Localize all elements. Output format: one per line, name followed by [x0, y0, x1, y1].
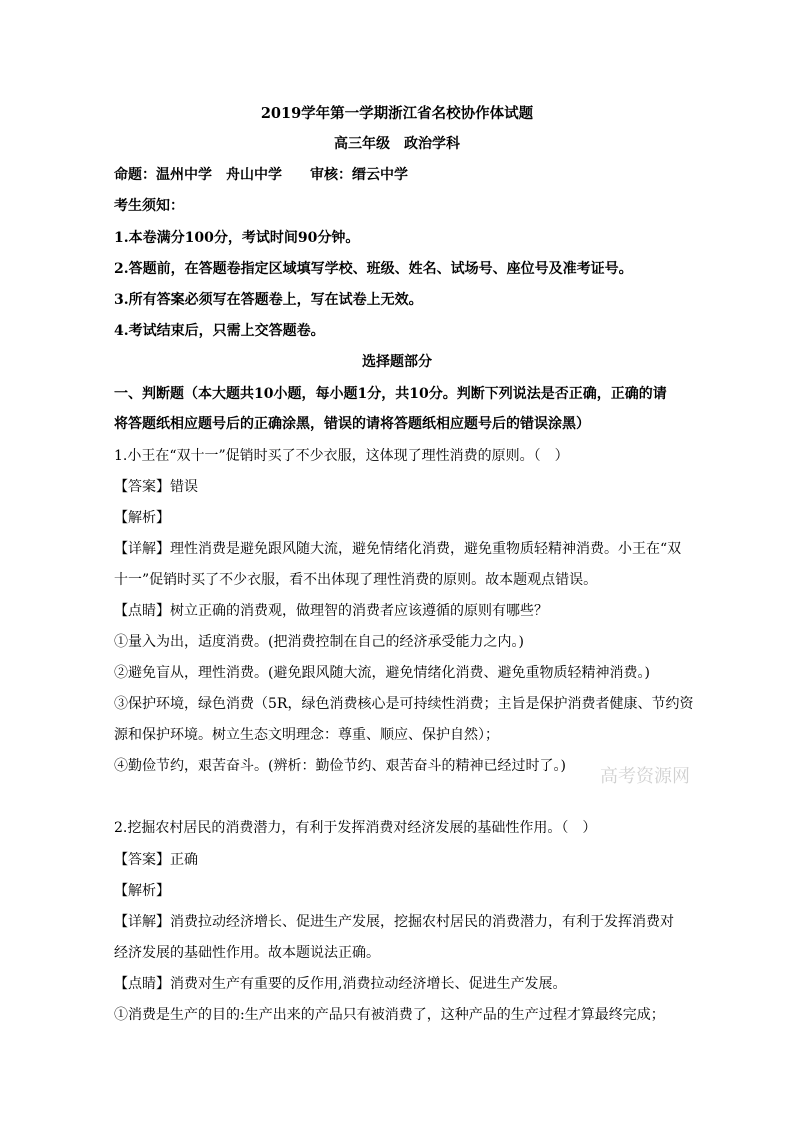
- section-instructions-line-1: 一、判断题（本大题共10小题，每小题1分，共10分。判断下列说法是否正确，正确的请: [114, 386, 667, 402]
- q1-tip-line-6: ④勤俭节约，艰苦奋斗。(辨析：勤俭节约、艰苦奋斗的精神已经过时了。): [114, 758, 566, 774]
- section-instructions-line-2: 将答题纸相应题号后的正确涂黑，错误的请将答题纸相应题号后的错误涂黑）: [114, 416, 590, 432]
- q1-tip-line-1: 【点睛】树立正确的消费观，做理智的消费者应该遵循的原则有哪些？: [114, 603, 548, 619]
- q1-detail-line-2: 十一”促销时买了不少衣服，看不出体现了理性消费的原则。故本题观点错误。: [114, 572, 598, 588]
- question-1: 1.小王在“双十一”促销时买了不少衣服，这体现了理性消费的原则。（ ）: [114, 448, 569, 464]
- q1-analysis-label: 【解析】: [114, 510, 170, 526]
- q1-tip-line-4: ③保护环境，绿色消费（5R，绿色消费核心是可持续性消费；主旨是保护消费者健康、节约资: [114, 696, 694, 712]
- q1-answer: 【答案】错误: [114, 479, 198, 495]
- watermark: 高考资源网: [600, 766, 690, 787]
- exam-title: 2019学年第一学期浙江省名校协作体试题: [260, 105, 534, 122]
- exam-authors: 命题：温州中学 舟山中学 审核：缙云中学: [114, 167, 408, 183]
- notice-item-1: 1.本卷满分100分，考试时间90分钟。: [114, 230, 360, 246]
- q2-analysis-label: 【解析】: [114, 883, 170, 899]
- q1-tip-line-2: ①量入为出，适度消费。(把消费控制在自己的经济承受能力之内。): [114, 634, 524, 650]
- q2-detail-line-2: 经济发展的基础性作用。故本题说法正确。: [114, 945, 380, 961]
- q1-detail-line-1: 【详解】理性消费是避免跟风随大流，避免情绪化消费，避免重物质轻精神消费。小王在“双: [114, 541, 682, 557]
- q1-tip-line-3: ②避免盲从，理性消费。(避免跟风随大流，避免情绪化消费、避免重物质轻精神消费。): [114, 665, 650, 681]
- notice-item-2: 2.答题前，在答题卷指定区域填写学校、班级、姓名、试场号、座位号及准考证号。: [114, 261, 633, 277]
- q2-answer: 【答案】正确: [114, 852, 198, 868]
- question-2: 2.挖掘农村居民的消费潜力，有利于发挥消费对经济发展的基础性作用。（ ）: [114, 820, 597, 836]
- q1-tip-line-5: 源和保护环境。树立生态文明理念：尊重、顺应、保护自然）；: [114, 727, 499, 743]
- exam-subtitle: 高三年级 政治学科: [334, 136, 460, 152]
- q2-detail-line-1: 【详解】消费拉动经济增长、促进生产发展，挖掘农村居民的消费潜力，有利于发挥消费对: [114, 914, 674, 930]
- q2-tip-line-1: 【点睛】消费对生产有重要的反作用,消费拉动经济增长、促进生产发展。: [114, 976, 567, 992]
- section-title: 选择题部分: [362, 354, 432, 370]
- q2-tip-line-2: ①消费是生产的目的:生产出来的产品只有被消费了，这种产品的生产过程才算最终完成；: [114, 1007, 665, 1023]
- notice-heading: 考生须知：: [114, 198, 184, 214]
- notice-item-4: 4.考试结束后，只需上交答题卷。: [114, 323, 325, 339]
- notice-item-3: 3.所有答案必须写在答题卷上，写在试卷上无效。: [114, 292, 423, 308]
